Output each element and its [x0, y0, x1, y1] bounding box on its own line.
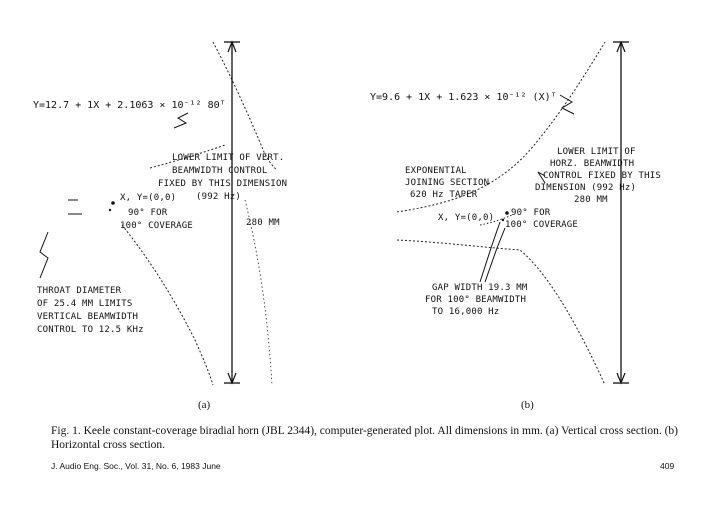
panel-b-gap-note: GAP WIDTH 19.3 MM FOR 100° BEAMWIDTH TO 16,000 Hz [425, 283, 528, 317]
panel-b-point-dot [502, 219, 504, 221]
panel-b-origin-label: X, Y=(0,0) [438, 213, 495, 223]
panel-b-horizontal-section [370, 42, 667, 411]
panel-b-lower-limit-note: LOWER LIMIT OF HORZ. BEAMWIDTH CONTROL FIXED BY THIS DIMENSION (992 Hz) [535, 147, 661, 193]
panel-a-point-dot [109, 209, 111, 211]
panel-b-joining-note: EXPONENTIAL JOINING SECTION 620 Hz TAPER [405, 166, 490, 200]
panel-a-squiggle-icon [174, 113, 188, 128]
panel-a-throat-note: THROAT DIAMETER OF 25.4 MM LIMITS VERTICAL BEAMWIDTH CONTROL TO 12.5 KHz [37, 286, 144, 335]
figure-caption: Fig. 1. Keele constant-coverage biradial horn (JBL 2344), computer-generated plot. All dimensions in mm. (a) Vertical cross section. (b) Horizontal cross section. [51, 425, 678, 451]
panel-a-coverage-note: 90° FOR 100° COVERAGE [120, 208, 194, 231]
panel-a-equation: Y=12.7 + 1X + 2.1063 × 10⁻¹² 80ᵀ [33, 100, 226, 111]
panel-b-squiggle-icon [560, 95, 574, 114]
panel-a-vertical-section [33, 42, 293, 411]
panel-b-equation: Y=9.6 + 1X + 1.623 × 10⁻¹² (X)ᵀ [370, 92, 557, 103]
panel-b-gap-leader-1 [480, 222, 500, 282]
panel-a-origin-dot [111, 201, 115, 205]
page-number: 409 [660, 461, 675, 471]
panel-b-origin-dot [505, 211, 509, 215]
panel-b-coverage-note: 90° FOR 100° COVERAGE [505, 208, 579, 230]
panel-b-lower-flare [397, 240, 605, 385]
panel-b-label: (b) [521, 399, 534, 411]
journal-citation: J. Audio Eng. Soc., Vol. 31, No. 6, 1983 June [51, 461, 221, 471]
panel-a-throat-marks [68, 200, 82, 214]
panel-a-label: (a) [198, 399, 211, 411]
panel-a-dimension-label: 280 MM [246, 218, 280, 228]
panel-a-origin-label: X, Y=(0,0) [120, 193, 177, 203]
panel-a-throat-squiggle-icon [40, 232, 48, 278]
panel-a-lower-limit-note: LOWER LIMIT OF VERT. BEAMWIDTH CONTROL FIXED BY THIS DIMENSION (992 Hz) [158, 153, 288, 202]
panel-b-dimension-label: 280 MM [574, 195, 608, 205]
